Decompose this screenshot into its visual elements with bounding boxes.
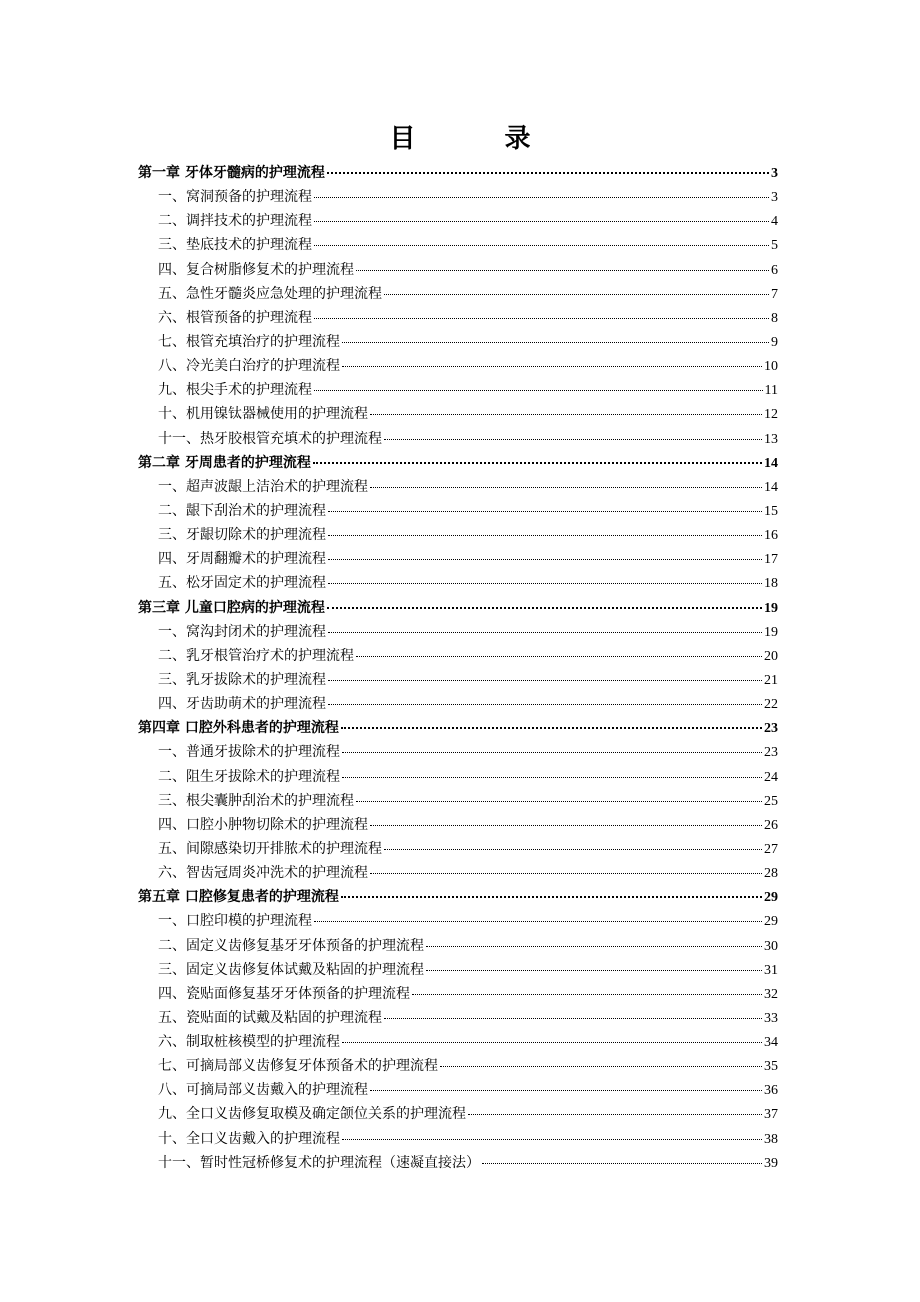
- dot-leader: [314, 390, 763, 391]
- toc-entry-label: 三、根尖囊肿刮治术的护理流程: [158, 792, 354, 809]
- toc-chapter-entry: [138, 452, 778, 476]
- toc-section-entry: [138, 379, 778, 403]
- toc-page-number: 14: [764, 455, 778, 471]
- toc-page-number: 29: [764, 890, 778, 906]
- toc-entry-label: 第一章 牙体牙髓病的护理流程: [138, 165, 325, 181]
- toc-entry-label: 一、普通牙拔除术的护理流程: [158, 744, 340, 761]
- toc-entry-label: 四、牙周翻瓣术的护理流程: [158, 551, 326, 568]
- dot-leader: [342, 752, 762, 753]
- dot-leader: [313, 462, 762, 464]
- toc-section-entry: [138, 741, 778, 765]
- toc-entry-label: 二、乳牙根管治疗术的护理流程: [158, 647, 354, 664]
- toc-section-entry: [138, 1152, 778, 1176]
- toc-section-entry: [138, 1079, 778, 1103]
- toc-page-number: 35: [764, 1059, 778, 1075]
- toc-page-number: 12: [764, 407, 778, 423]
- toc-section-entry: [138, 910, 778, 934]
- toc-entry-label: 七、可摘局部义齿修复牙体预备术的护理流程: [158, 1058, 438, 1075]
- toc-page-number: 16: [764, 528, 778, 544]
- dot-leader: [328, 559, 762, 560]
- dot-leader: [314, 921, 762, 922]
- toc-entry-label: 一、窝洞预备的护理流程: [158, 189, 312, 206]
- toc-entry-label: 五、间隙感染切开排脓术的护理流程: [158, 840, 382, 857]
- toc-page-number: 31: [764, 962, 778, 978]
- toc-entry-label: 一、窝沟封闭术的护理流程: [158, 623, 326, 640]
- dot-leader: [384, 849, 762, 850]
- toc-entry-label: 二、调拌技术的护理流程: [158, 213, 312, 230]
- toc-page-number: 38: [764, 1131, 778, 1147]
- toc-section-entry: [138, 476, 778, 500]
- dot-leader: [341, 896, 762, 898]
- toc-section-entry: [138, 186, 778, 210]
- toc-entry-label: 九、全口义齿修复取模及确定颌位关系的护理流程: [158, 1106, 466, 1123]
- toc-entry-label: 十、全口义齿戴入的护理流程: [158, 1130, 340, 1147]
- toc-entry-label: 第三章 儿童口腔病的护理流程: [138, 599, 325, 616]
- dot-leader: [328, 632, 762, 633]
- toc-section-entry: [138, 766, 778, 790]
- toc-chapter-entry: [138, 886, 778, 910]
- toc-page-number: 23: [764, 745, 778, 761]
- toc-entry-label: 一、超声波龈上洁治术的护理流程: [158, 478, 368, 495]
- dot-leader: [328, 704, 762, 705]
- toc-section-entry: [138, 1031, 778, 1055]
- toc-section-entry: [138, 959, 778, 983]
- dot-leader: [370, 825, 762, 826]
- toc-section-entry: [138, 331, 778, 355]
- dot-leader: [384, 294, 769, 295]
- toc-section-entry: [138, 355, 778, 379]
- toc-section-entry: [138, 210, 778, 234]
- toc-section-entry: [138, 790, 778, 814]
- dot-leader: [314, 197, 769, 198]
- toc-entry-label: 二、阻生牙拔除术的护理流程: [158, 768, 340, 785]
- toc-page-number: 24: [764, 769, 778, 785]
- toc-section-entry: [138, 500, 778, 524]
- dot-leader: [328, 680, 762, 681]
- toc-entry-label: 五、松牙固定术的护理流程: [158, 575, 326, 592]
- dot-leader: [370, 1090, 762, 1091]
- toc-entry-label: 四、口腔小肿物切除术的护理流程: [158, 816, 368, 833]
- toc-entry-label: 九、根尖手术的护理流程: [158, 382, 312, 399]
- dot-leader: [327, 172, 769, 174]
- toc-page-number: 14: [764, 479, 778, 495]
- toc-section-entry: [138, 259, 778, 283]
- toc-section-entry: [138, 862, 778, 886]
- toc-entry-label: 二、固定义齿修复基牙牙体预备的护理流程: [158, 937, 424, 954]
- dot-leader: [370, 414, 762, 415]
- toc-entry-label: 三、乳牙拔除术的护理流程: [158, 671, 326, 688]
- dot-leader: [356, 801, 762, 802]
- toc-section-entry: [138, 669, 778, 693]
- toc-section-entry: [138, 1103, 778, 1127]
- toc-entry-label: 五、急性牙髓炎应急处理的护理流程: [158, 285, 382, 302]
- dot-leader: [328, 511, 762, 512]
- dot-leader: [426, 970, 762, 971]
- toc-section-entry: [138, 935, 778, 959]
- toc-page-number: 4: [771, 214, 778, 230]
- toc-entry-label: 八、冷光美白治疗的护理流程: [158, 358, 340, 375]
- toc-page-number: 5: [771, 238, 778, 254]
- dot-leader: [342, 342, 769, 343]
- toc-entry-label: 三、牙龈切除术的护理流程: [158, 527, 326, 544]
- toc-entry-label: 十、机用镍钛器械使用的护理流程: [158, 406, 368, 423]
- dot-leader: [342, 366, 762, 367]
- toc-entry-label: 四、复合树脂修复术的护理流程: [158, 261, 354, 278]
- toc-page-number: 34: [764, 1035, 778, 1051]
- dot-leader: [342, 777, 762, 778]
- dot-leader: [327, 607, 762, 609]
- dot-leader: [384, 1018, 762, 1019]
- toc-page-number: 3: [771, 166, 778, 181]
- dot-leader: [314, 318, 769, 319]
- toc-entry-label: 六、根管预备的护理流程: [158, 309, 312, 326]
- toc-section-entry: [138, 983, 778, 1007]
- toc-page-number: 36: [764, 1083, 778, 1099]
- dot-leader: [314, 245, 769, 246]
- toc-page-number: 21: [764, 672, 778, 688]
- toc-page-number: 9: [771, 334, 778, 350]
- toc-entry-label: 八、可摘局部义齿戴入的护理流程: [158, 1082, 368, 1099]
- toc-section-entry: [138, 572, 778, 596]
- dot-leader: [328, 583, 762, 584]
- toc-page-number: 29: [764, 914, 778, 930]
- toc-section-entry: [138, 621, 778, 645]
- toc-section-entry: [138, 814, 778, 838]
- toc-page-number: 27: [764, 841, 778, 857]
- toc-section-entry: [138, 307, 778, 331]
- toc-page-number: 28: [764, 866, 778, 882]
- toc-page-number: 13: [764, 431, 778, 447]
- toc-section-entry: [138, 693, 778, 717]
- toc-entry-label: 第二章 牙周患者的护理流程: [138, 454, 311, 471]
- toc-section-entry: [138, 548, 778, 572]
- dot-leader: [370, 487, 762, 488]
- toc-page-number: 10: [764, 359, 778, 375]
- toc-page-number: 26: [764, 817, 778, 833]
- toc-page-number: 20: [764, 648, 778, 664]
- dot-leader: [412, 994, 762, 995]
- toc-entry-label: 第四章 口腔外科患者的护理流程: [138, 720, 339, 737]
- toc-page-number: 19: [764, 600, 778, 616]
- dot-leader: [342, 1139, 762, 1140]
- toc-page-number: 19: [764, 624, 778, 640]
- toc-entry-label: 四、牙齿助萌术的护理流程: [158, 696, 326, 713]
- toc-entry-label: 五、瓷贴面的试戴及粘固的护理流程: [158, 1009, 382, 1026]
- toc-section-entry: [138, 1055, 778, 1079]
- toc-entry-label: 十一、热牙胶根管充填术的护理流程: [158, 430, 382, 447]
- toc-section-entry: [138, 403, 778, 427]
- toc-section-entry: [138, 645, 778, 669]
- toc-page-number: 22: [764, 697, 778, 713]
- toc-section-entry: [138, 838, 778, 862]
- toc-page-number: 15: [764, 503, 778, 519]
- toc-entry-label: 一、口腔印模的护理流程: [158, 913, 312, 930]
- toc-chapter-entry: [138, 597, 778, 621]
- dot-leader: [440, 1066, 762, 1067]
- dot-leader: [356, 656, 762, 657]
- toc-page-number: 23: [764, 721, 778, 737]
- dot-leader: [482, 1163, 762, 1164]
- toc-section-entry: [138, 1128, 778, 1152]
- toc-entry-label: 四、瓷贴面修复基牙牙体预备的护理流程: [158, 985, 410, 1002]
- toc-section-entry: [138, 428, 778, 452]
- toc-title: 目 录: [389, 124, 571, 154]
- toc-chapter-entry: [138, 162, 778, 186]
- toc-page-number: 8: [771, 310, 778, 326]
- toc-section-entry: [138, 1007, 778, 1031]
- toc-page-number: 39: [764, 1155, 778, 1171]
- toc-page-number: 37: [764, 1107, 778, 1123]
- toc-section-entry: [138, 283, 778, 307]
- dot-leader: [328, 535, 762, 536]
- toc-page-number: 7: [771, 286, 778, 302]
- toc-list: [138, 162, 778, 1176]
- toc-entry-label: 三、垫底技术的护理流程: [158, 237, 312, 254]
- toc-entry-label: 六、制取桩核模型的护理流程: [158, 1034, 340, 1051]
- toc-page-number: 30: [764, 938, 778, 954]
- dot-leader: [314, 221, 769, 222]
- toc-entry-label: 十一、暂时性冠桥修复术的护理流程（速凝直接法）: [158, 1154, 480, 1171]
- dot-leader: [356, 270, 769, 271]
- toc-page-number: 18: [764, 576, 778, 592]
- dot-leader: [468, 1114, 762, 1115]
- toc-page-number: 3: [771, 190, 778, 206]
- toc-page-number: 32: [764, 986, 778, 1002]
- toc-section-entry: [138, 524, 778, 548]
- dot-leader: [384, 439, 762, 440]
- toc-page-number: 25: [764, 793, 778, 809]
- dot-leader: [341, 727, 762, 729]
- toc-section-entry: [138, 234, 778, 258]
- toc-entry-label: 二、龈下刮治术的护理流程: [158, 502, 326, 519]
- toc-page-number: 11: [764, 383, 778, 399]
- toc-page-number: 6: [771, 262, 778, 278]
- dot-leader: [342, 1042, 762, 1043]
- toc-entry-label: 七、根管充填治疗的护理流程: [158, 333, 340, 350]
- toc-chapter-entry: [138, 717, 778, 741]
- dot-leader: [426, 946, 762, 947]
- toc-entry-label: 六、智齿冠周炎冲洗术的护理流程: [158, 865, 368, 882]
- dot-leader: [370, 873, 762, 874]
- toc-page-number: 17: [764, 552, 778, 568]
- toc-entry-label: 三、固定义齿修复体试戴及粘固的护理流程: [158, 961, 424, 978]
- toc-entry-label: 第五章 口腔修复患者的护理流程: [138, 889, 339, 906]
- toc-page-number: 33: [764, 1010, 778, 1026]
